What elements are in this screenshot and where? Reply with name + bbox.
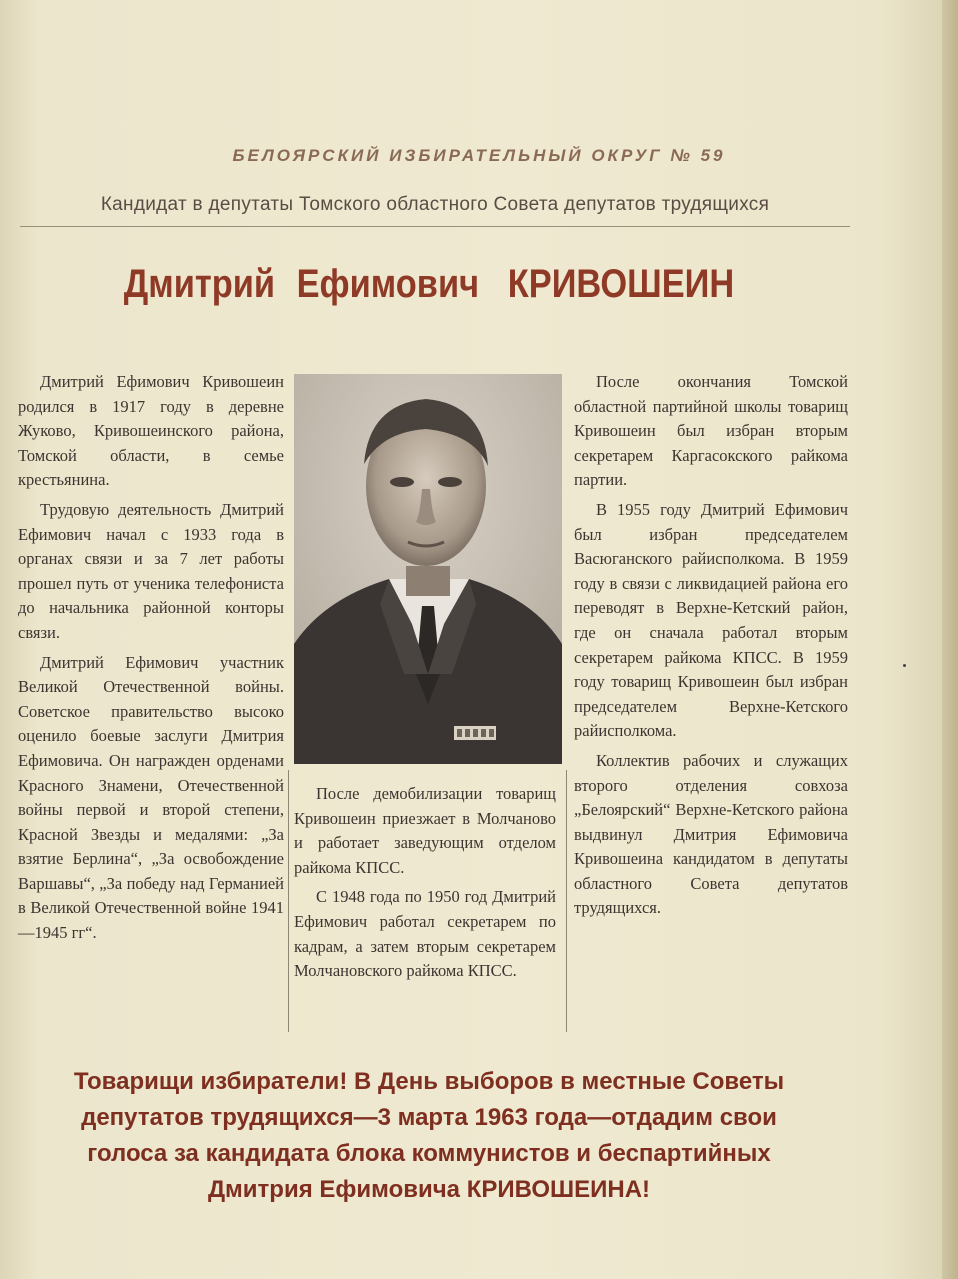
paper-speck [903,664,906,667]
middle-paragraph: С 1948 года по 1950 год Дмитрий Ефимович работал секретарем по кадрам, а затем вторым секретарем Молчановского райкома КПСС. [294,887,556,981]
left-paragraph: Дмитрий Ефимович участник Великой Отечественной войны. Советское правительство высоко оценило боевые заслуги Дмитрия Ефимовича. Он награжден орденами Красного Знамени, Отечественной войны первой и второй степени, Красной Звезды и медалями: „За взятие Берлина“, „За освобождение Варшавы“, „За победу над Германией в Великой Отечественной войне 1941—1945 гг“. [18,652,284,943]
right-column [574,370,848,926]
column-divider-right [566,770,567,1032]
portrait-image [294,374,562,764]
left-column [18,370,284,951]
header-rule [20,226,850,227]
right-paragraph: После окончания Томской областной партийной школы товарищ Кривошеин был избран вторым секретарем Каргасокского райкома партии. [574,372,848,490]
right-paragraph: В 1955 году Дмитрий Ефимович был избран председателем Васюганского райисполкома. В 1959 году в связи с ликвидацией района его переводят в Верхне-Кетский район, где он сначала работал вторым секретарем райкома КПСС. В 1959 году товарищ Кривошеин был избран председателем Верхне-Кетского райисполкома. [574,499,848,741]
portrait-photo [294,374,562,764]
left-paragraph: Дмитрий Ефимович Кривошеин родился в 1917 году в деревне Жуково, Кривошеинского района, Томской области, в семье крестьянина. [18,372,284,490]
middle-paragraph: После демобилизации товарищ Кривошеин приезжает в Молчаново и работает заведующим отделом райкома КПСС. [294,784,556,877]
column-divider-left [288,770,289,1032]
appeal-line: депутатов трудящихся—3 марта 1963 года—отдадим свои [81,1104,777,1131]
voter-appeal [14,1064,844,1208]
middle-column [294,782,556,989]
candidate-surname: КРИВОШЕИН [507,262,735,306]
candidate-first-names: Дмитрий Ефимович [123,262,480,306]
right-paragraph: Коллектив рабочих и служащих второго отделения совхоза „Белоярский“ Верхне-Кетского района выдвинул Дмитрия Ефимовича Кривошеина кандидатом в депутаты областного Совета депутатов трудящихся. [574,750,848,918]
appeal-line: голоса за кандидата блока коммунистов и беспартийных [87,1140,771,1167]
candidate-subtitle: Кандидат в депутаты Томского областного Совета депутатов трудящихся [100,194,770,215]
appeal-line: Дмитрия Ефимовича КРИВОШЕИНА! [207,1176,651,1203]
district-header: БЕЛОЯРСКИЙ ИЗБИРАТЕЛЬНЫЙ ОКРУГ № 59 [232,146,726,165]
candidate-name-title [60,262,798,307]
left-paragraph: Трудовую деятельность Дмитрий Ефимович начал с 1933 года в органах связи и за 7 лет работы прошел путь от ученика телефониста до начальника районной конторы связи. [18,499,284,642]
page-edge [942,0,958,1279]
appeal-line: Товарищи избиратели! В День выборов в местные Советы [73,1068,785,1095]
